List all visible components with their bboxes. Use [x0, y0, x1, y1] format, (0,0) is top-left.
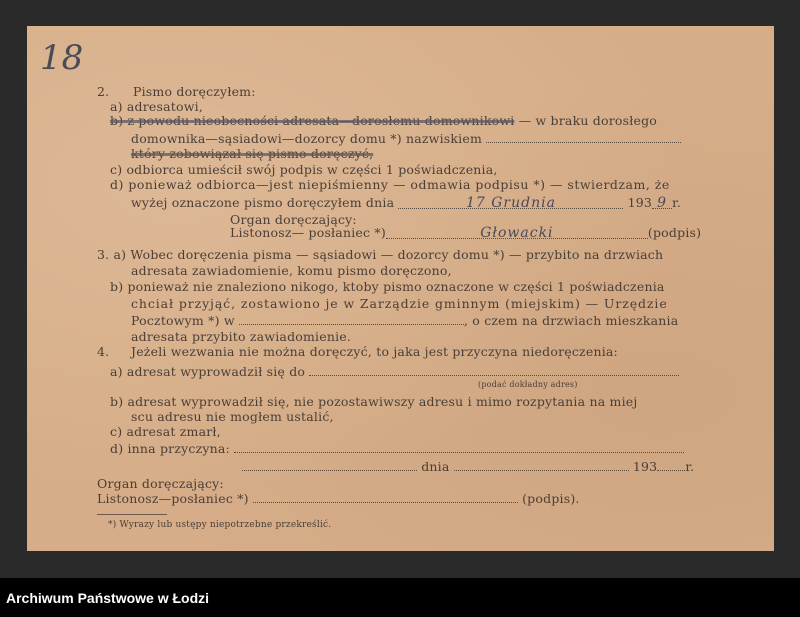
s4-listonosz-line — [97, 491, 580, 505]
s2-c: c) odbiorca umieścił swój podpis w części 1 poświadczenia, — [110, 162, 498, 177]
section-2-number: 2. — [97, 84, 110, 99]
section-4-title: Jeżeli wezwania nie można doręczyć, to jaka jest przyczyna niedoręczenia: — [131, 344, 618, 359]
s4-date-line — [242, 459, 694, 473]
s4-c: c) adresat zmarł, — [110, 424, 221, 439]
signature-field — [386, 227, 648, 239]
s4-d-text: d) inna przyczyna: — [110, 441, 230, 456]
archive-footer-bar — [0, 578, 800, 617]
year-label: 193 — [627, 195, 653, 210]
s4-organ: Organ doręczający: — [97, 476, 224, 491]
date-field-2 — [454, 459, 629, 471]
s2-d2-text: wyżej oznaczone pismo doręczyłem dnia — [131, 195, 395, 210]
s2-organ: Organ doręczający: — [230, 212, 357, 227]
s4-a — [110, 364, 679, 378]
s3-a-line2: adresata zawiadomienie, komu pismo doręczono, — [131, 263, 452, 278]
year-field — [652, 197, 672, 209]
section-2-title: Pismo doręczyłem: — [133, 84, 256, 99]
s2-a: a) adresatowi, — [110, 99, 204, 114]
reason-field — [234, 441, 684, 453]
s2-d-line2 — [131, 196, 681, 209]
place-field — [239, 313, 464, 325]
s4-b-line2: scu adresu nie mogłem ustalić, — [131, 409, 334, 424]
s3-b-line4: adresata przybito zawiadomienie. — [131, 329, 352, 344]
place-field-2 — [242, 459, 417, 471]
section-4-number: 4. — [97, 344, 110, 359]
handwritten-year: 9 — [657, 195, 668, 211]
s2-b2-text: domownika—sąsiadowi—dozorcy domu *) nazwiskiem — [131, 131, 483, 146]
s3-b3a: Pocztowym *) w — [131, 313, 235, 328]
s2-listonosz: Listonosz— posłaniec *) — [230, 225, 386, 240]
s4-year-suffix: r. — [685, 459, 695, 474]
s2-b-rest: — w braku dorosłego — [514, 113, 657, 128]
s3-b-line2: chciał przyjąć, zostawiono je w Zarządzie gminnym (miejskim) — Urzędzie — [131, 296, 668, 311]
s3-b3b: , o czem na drzwiach mieszkania — [463, 313, 679, 328]
s4-b-line1: b) adresat wyprowadził się, nie pozostawiwszy adresu i mimo rozpytania na miej — [110, 394, 638, 409]
s2-b-line2 — [131, 131, 681, 145]
handwritten-signature: Głowacki — [480, 225, 554, 241]
s2-b-struck: b) z powodu nieobecności adresata—dorosłemu domownikowi — [110, 113, 515, 128]
footnote: *) Wyrazy lub ustępy niepotrzebne przekreślić. — [108, 520, 332, 530]
s4-podpis: (podpis). — [522, 491, 580, 506]
handwritten-date: 17 Grudnia — [465, 195, 556, 211]
address-field — [309, 364, 679, 376]
s4-d — [110, 441, 684, 455]
year-suffix: r. — [672, 195, 682, 210]
footnote-divider — [97, 514, 167, 515]
s2-b-line1 — [110, 114, 657, 127]
s4-a-hint: (podać dokładny adres) — [478, 380, 578, 389]
date-field — [398, 197, 623, 209]
s4-listonosz: Listonosz—posłaniec *) — [97, 491, 249, 506]
s4-year: 193 — [632, 459, 658, 474]
s2-d-line1: d) ponieważ odbiorca—jest niepiśmienny — odmawia podpisu *) — stwierdzam, że — [110, 177, 670, 192]
s2-listonosz-line — [230, 226, 701, 239]
s2-b-line3: który zobowiązał się pismo doręczyć, — [131, 146, 374, 161]
archive-name: Archiwum Państwowe w Łodzi — [6, 590, 210, 606]
handwritten-page-number: 18 — [40, 38, 84, 78]
s4-a-text: a) adresat wyprowadził się do — [110, 364, 306, 379]
name-field — [486, 131, 681, 143]
s3-b-line1: b) ponieważ nie znaleziono nikogo, ktoby pismo oznaczone w części 1 poświadczenia — [110, 279, 665, 294]
s3-a-line1: 3. a) Wobec doręczenia pisma — sąsiadowi — dozorcy domu *) — przybito na drzwiach — [97, 247, 664, 262]
s4-dnia: dnia — [421, 459, 450, 474]
year-field-2 — [657, 459, 685, 471]
signature-field-2 — [253, 491, 518, 503]
s2-podpis: (podpis) — [647, 225, 702, 240]
s3-b-line3 — [131, 313, 678, 327]
